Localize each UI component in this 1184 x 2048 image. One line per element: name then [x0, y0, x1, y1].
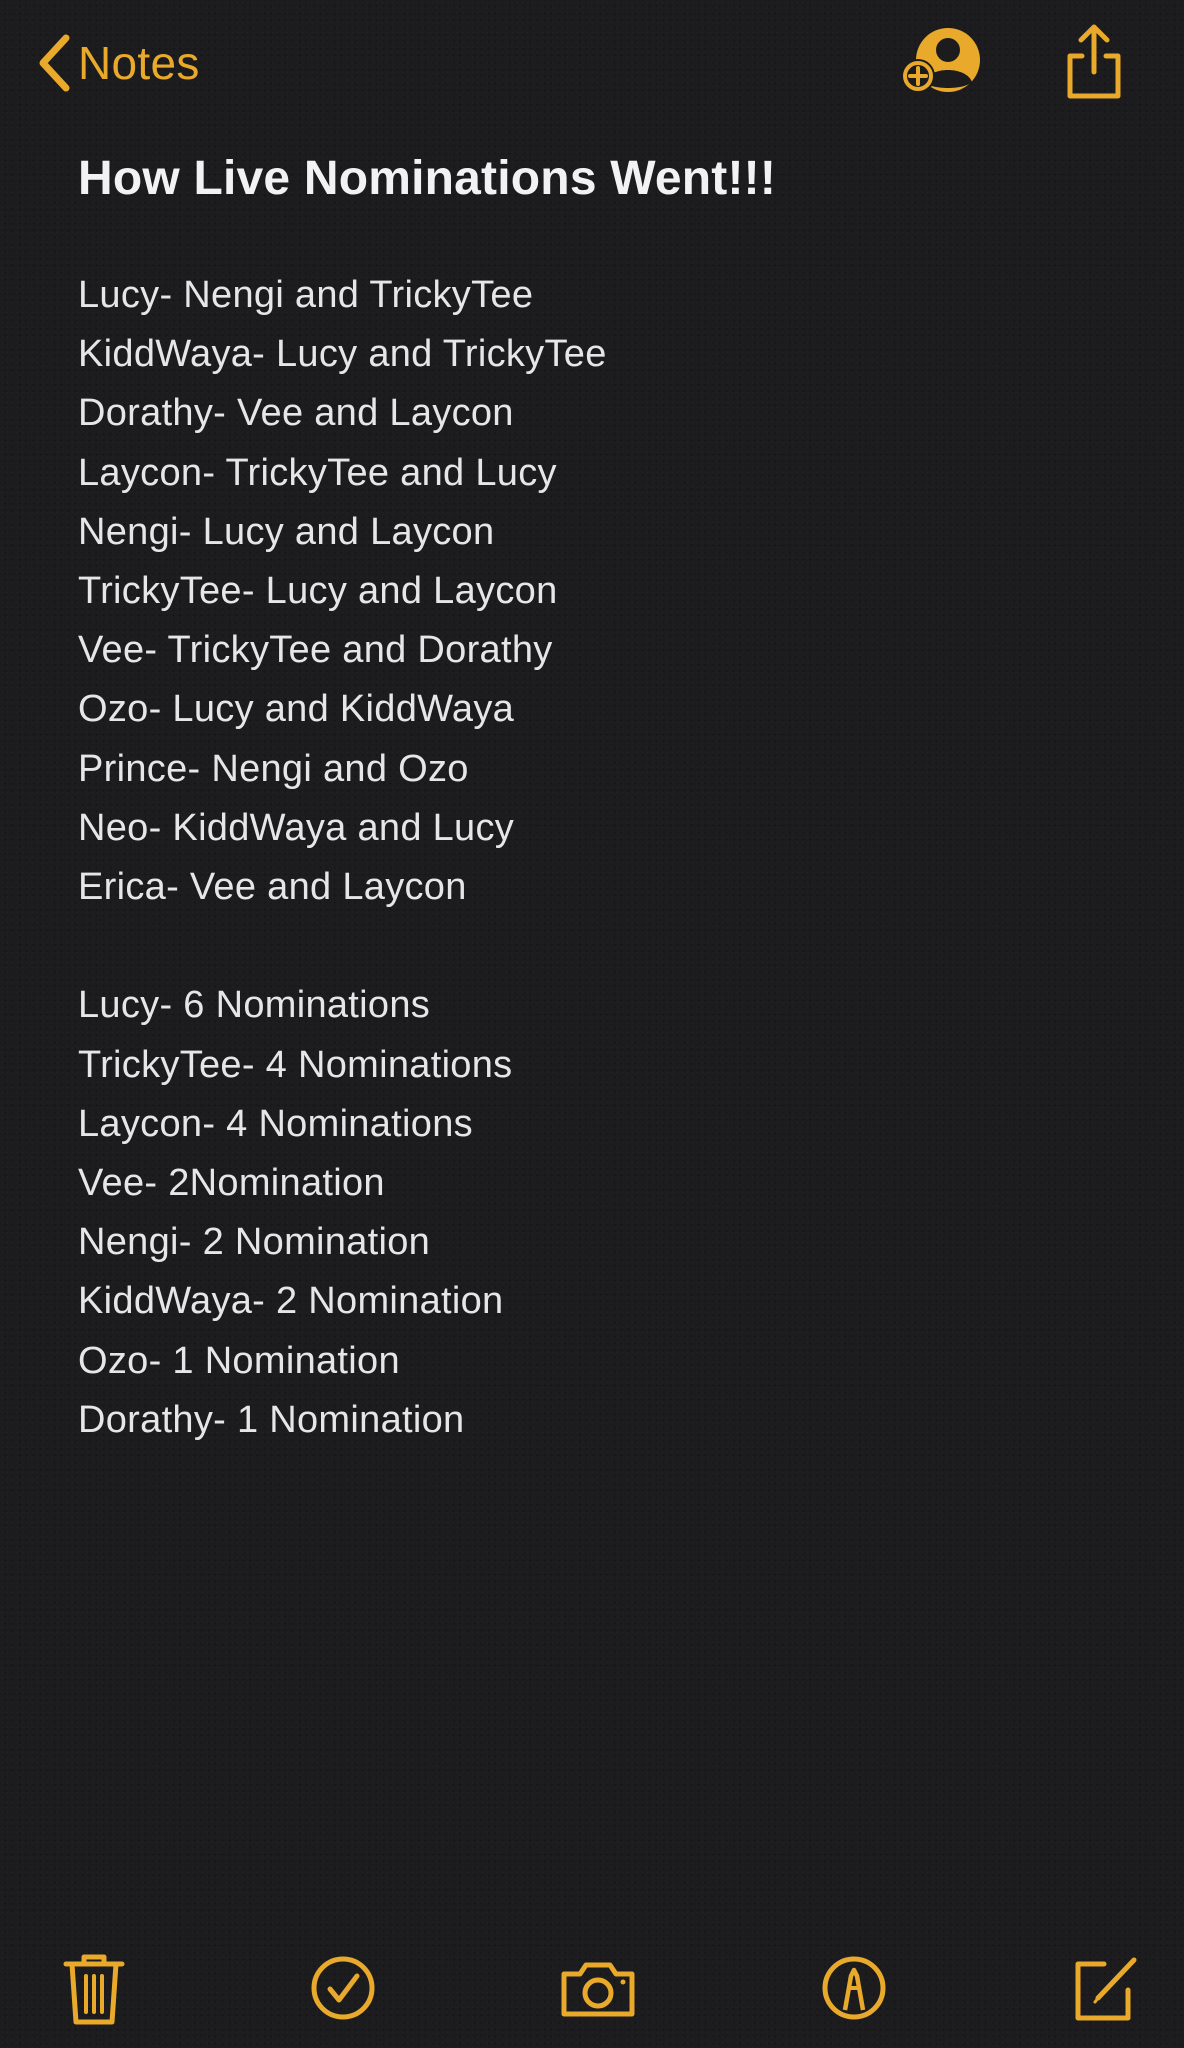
note-body[interactable] [78, 148, 1138, 1450]
nomination-line: Vee- TrickyTee and Dorathy [78, 629, 553, 672]
nomination-line: Prince- Nengi and Ozo [78, 747, 469, 790]
back-label: Notes [78, 37, 200, 89]
bottom-toolbar [0, 1936, 1184, 2048]
tally-line: Vee- 2Nomination [78, 1162, 385, 1205]
tally-line: Laycon- 4 Nominations [78, 1102, 473, 1145]
back-button[interactable] [36, 30, 200, 96]
new-note-button[interactable] [1064, 1948, 1144, 2028]
nomination-line: Ozo- Lucy and KiddWaya [78, 688, 515, 731]
camera-icon [558, 1948, 638, 2028]
navigation-bar [0, 0, 1184, 130]
add-person-icon [900, 26, 984, 98]
compose-icon [1064, 1948, 1144, 2028]
markup-icon [814, 1948, 894, 2028]
nominations-list [78, 266, 1138, 917]
checklist-icon [303, 1948, 383, 2028]
add-people-button[interactable] [900, 26, 984, 98]
markup-button[interactable] [814, 1948, 894, 2028]
nomination-line: KiddWaya- Lucy and TrickyTee [78, 333, 607, 376]
tally-line: KiddWaya- 2 Nomination [78, 1280, 504, 1323]
blank-line [78, 917, 1138, 976]
tally-line: Nengi- 2 Nomination [78, 1221, 431, 1264]
checklist-button[interactable] [303, 1948, 383, 2028]
tally-list [78, 976, 1138, 1450]
tally-line: Lucy- 6 Nominations [78, 984, 431, 1027]
nomination-line: Erica- Vee and Laycon [78, 866, 467, 909]
nomination-line: Neo- KiddWaya and Lucy [78, 806, 515, 849]
nomination-line: Dorathy- Vee and Laycon [78, 392, 514, 435]
camera-button[interactable] [558, 1948, 638, 2028]
share-icon [1062, 22, 1126, 102]
note-title: How Live Nominations Went!!! [78, 152, 777, 205]
nomination-line: TrickyTee- Lucy and Laycon [78, 570, 558, 613]
nomination-line: Laycon- TrickyTee and Lucy [78, 451, 557, 494]
tally-line: TrickyTee- 4 Nominations [78, 1043, 513, 1086]
nomination-line: Nengi- Lucy and Laycon [78, 510, 495, 553]
tally-line: Ozo- 1 Nomination [78, 1339, 400, 1382]
tally-line: Dorathy- 1 Nomination [78, 1398, 465, 1441]
trash-icon [54, 1948, 134, 2028]
chevron-left-icon [36, 32, 72, 94]
delete-button[interactable] [54, 1948, 134, 2028]
share-button[interactable] [1062, 22, 1126, 102]
nomination-line: Lucy- Nengi and TrickyTee [78, 274, 534, 316]
